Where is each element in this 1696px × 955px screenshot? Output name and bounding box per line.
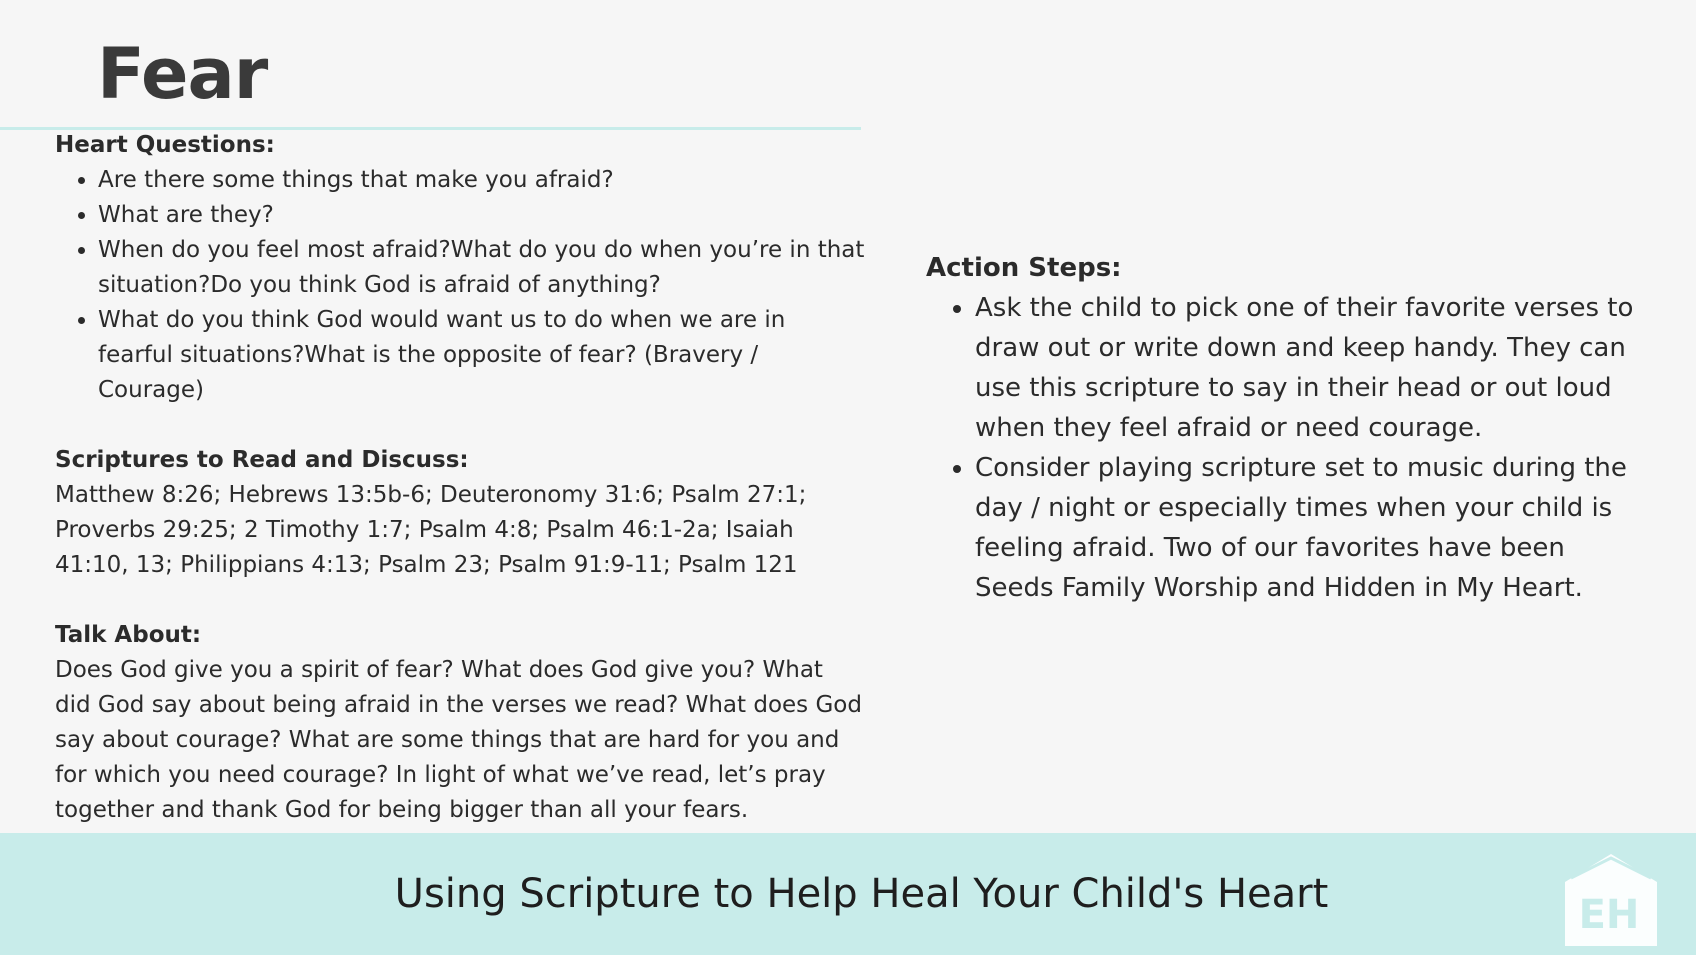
heart-questions-section: [55, 128, 865, 408]
scriptures-text: Matthew 8:26; Hebrews 13:5b-6; Deuteronomy 31:6; Psalm 27:1; Proverbs 29:25; 2 Timothy 1:7; Psalm 4:8; Psalm 46:1-2a; Isaiah 41:10, 13; Philippians 4:13; Psalm 23; Psalm 91:9-11; Psalm 121: [55, 482, 807, 578]
page-title: Fear: [97, 33, 268, 115]
list-item: • What do you think God would want us to do when we are in fearful situations?What is the opposite of fear? (Bravery / Courage): [98, 303, 865, 408]
talk-about-heading: Talk About:: [55, 622, 202, 648]
left-column: [55, 128, 865, 828]
list-item: • When do you feel most afraid?What do you do when you’re in that situation?Do you think God is afraid of anything?: [98, 233, 865, 303]
footer-banner: [0, 833, 1696, 955]
talk-about-section: [55, 618, 865, 828]
action-steps-heading: Action Steps:: [926, 253, 1122, 283]
action-steps-section: [926, 248, 1636, 608]
list-item: • Ask the child to pick one of their favorite verses to draw out or write down and keep handy. They can use this scripture to say in their head or out loud when they feel afraid or need courage.: [975, 288, 1636, 448]
scriptures-heading: Scriptures to Read and Discuss:: [55, 447, 469, 473]
action-steps-list: [926, 288, 1636, 608]
house-logo-icon: [1561, 850, 1661, 950]
spacer: [55, 408, 865, 443]
footer-text: Using Scripture to Help Heal Your Child's Heart: [394, 871, 1329, 917]
right-column: [926, 248, 1636, 608]
heart-questions-heading: Heart Questions:: [55, 132, 275, 158]
list-item: • Are there some things that make you afraid?: [98, 163, 865, 198]
svg-text:EH: EH: [1578, 892, 1640, 938]
list-item: • What are they?: [98, 198, 865, 233]
list-item: • Consider playing scripture set to music during the day / night or especially times when your child is feeling afraid. Two of our favorites have been Seeds Family Worship and Hidden in My Heart.: [975, 448, 1636, 608]
spacer: [55, 583, 865, 618]
scriptures-section: [55, 443, 865, 583]
heart-questions-list: [55, 163, 865, 408]
talk-about-text: Does God give you a spirit of fear? What does God give you? What did God say about being afraid in the verses we read? What does God say about courage? What are some things that are hard for you and for which you need courage? In light of what we’ve read, let’s pray together and thank God for being bigger than all your fears.: [55, 657, 862, 823]
